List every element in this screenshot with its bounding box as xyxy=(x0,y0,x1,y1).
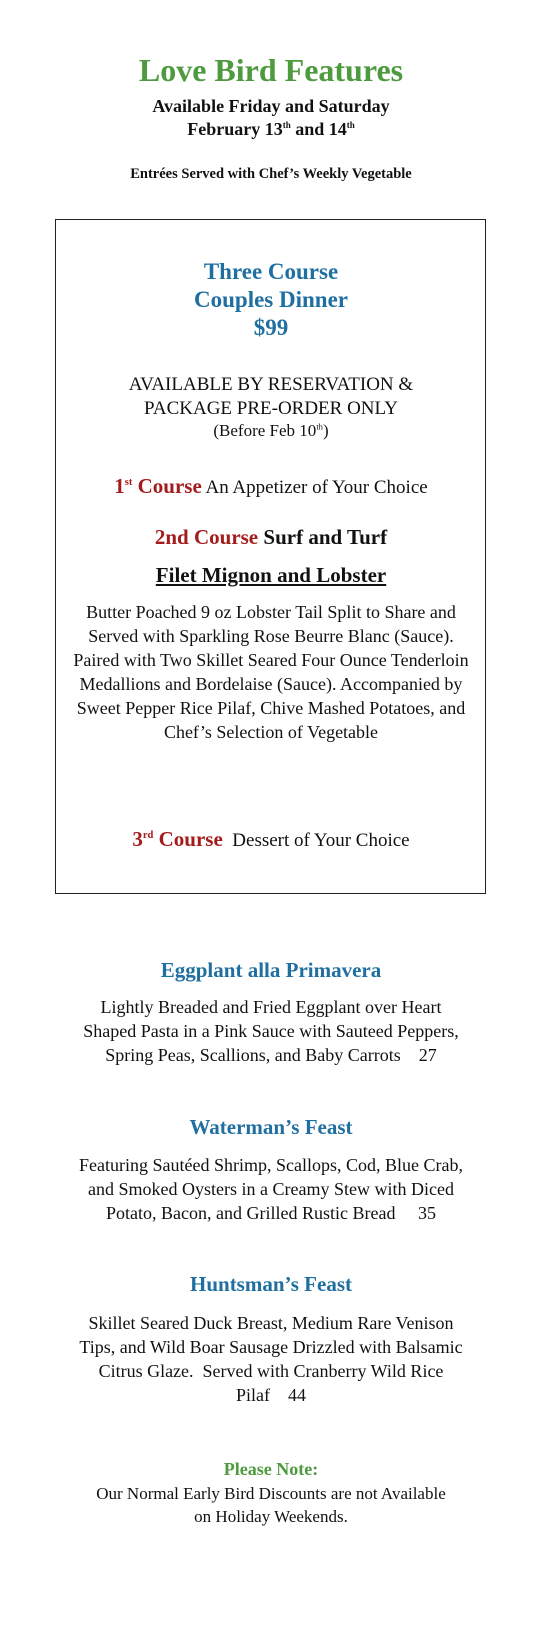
course-3-desc: Dessert of Your Choice xyxy=(222,830,410,851)
availability-dates: February 13th and 14th xyxy=(187,119,355,139)
course-1 xyxy=(0,474,542,499)
course-3-label: 3rd Course xyxy=(132,827,223,851)
couples-title-line2: Couples Dinner xyxy=(194,287,348,312)
dish-title-huntsman: Huntsman’s Feast xyxy=(190,1272,352,1296)
dish-title-waterman: Waterman’s Feast xyxy=(189,1115,353,1139)
course-2 xyxy=(0,525,542,550)
dish-desc-huntsman: Skillet Seared Duck Breast, Medium Rare Venison Tips, and Wild Boar Sausage Drizzled with Balsamic Citrus Glaze. Served with Cranberry Wild Rice Pilaf 44 xyxy=(79,1313,468,1405)
dish-price-huntsman: 44 xyxy=(288,1385,306,1405)
dish-price-eggplant: 27 xyxy=(418,1045,437,1065)
page-title: Love Bird Features xyxy=(138,52,404,88)
note-title: Please Note: xyxy=(223,1459,319,1479)
dish-title-eggplant: Eggplant alla Primavera xyxy=(160,958,382,982)
course-2-subtitle: Filet Mignon and Lobster xyxy=(155,563,387,587)
course-2-label: 2nd Course xyxy=(154,525,259,549)
couples-dinner-title xyxy=(0,258,542,342)
availability-block xyxy=(0,95,542,141)
reservation-notice xyxy=(0,373,542,421)
course-2-details: Butter Poached 9 oz Lobster Tail Split to Share and Served with Sparkling Rose Beurre Blanc (Sauce). Paired with Two Skillet Seared Four Ounce Tenderloin Medallions and Bordelaise (Sauce). Accompanied by Sweet Pepper Rice Pilaf, Chive Mashed Potatoes, and Chef’s Selection of Vegetable xyxy=(73,602,469,742)
course-2-desc: Surf and Turf xyxy=(258,525,388,549)
course-1-label: 1st Course xyxy=(114,474,202,498)
reservation-line2: PACKAGE PRE-ORDER ONLY xyxy=(144,398,398,419)
course-3 xyxy=(0,827,542,852)
note-text: Our Normal Early Bird Discounts are not Available on Holiday Weekends. xyxy=(96,1484,446,1526)
dish-desc-eggplant: Lightly Breaded and Fried Eggplant over Heart Shaped Pasta in a Pink Sauce with Sauteed Peppers, Spring Peas, Scallions, and Baby Carrots 27 xyxy=(83,997,459,1065)
dish-price-waterman: 35 xyxy=(417,1203,436,1223)
couples-title-line1: Three Course xyxy=(203,259,339,284)
reservation-deadline: (Before Feb 10th) xyxy=(213,421,329,440)
availability-days: Available Friday and Saturday xyxy=(152,96,390,116)
course-1-desc: An Appetizer of Your Choice xyxy=(201,477,428,498)
entrees-note: Entrées Served with Chef’s Weekly Vegetable xyxy=(130,166,412,182)
dish-desc-waterman: Featuring Sautéed Shrimp, Scallops, Cod, Blue Crab, and Smoked Oysters in a Creamy Stew with Diced Potato, Bacon, and Grilled Rustic Bread 35 xyxy=(79,1155,463,1223)
reservation-line1: AVAILABLE BY RESERVATION & xyxy=(128,374,414,395)
couples-price: $99 xyxy=(253,315,289,340)
